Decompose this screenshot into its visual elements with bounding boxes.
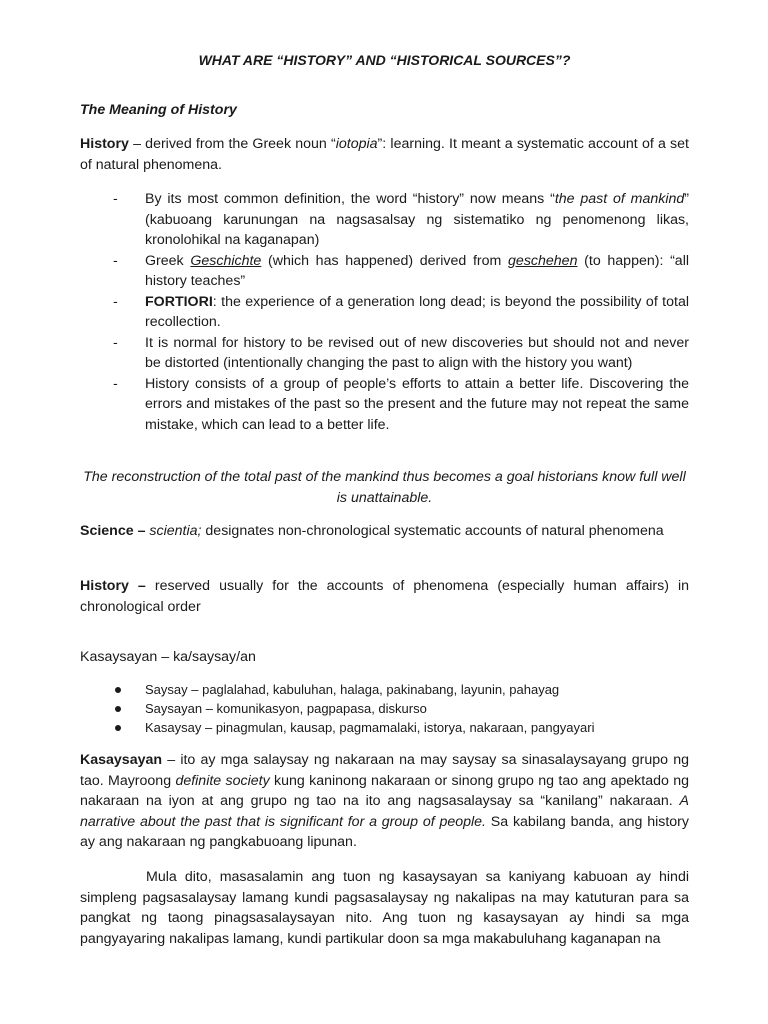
dash-marker: - (113, 293, 118, 310)
history-definition-2: History – reserved usually for the accounts of phenomena (especially human affairs) in chronological order (80, 578, 690, 615)
list-item: - It is normal for history to be revised out of new discoveries but should not and never be distorted (intentionally changing the past to align with the history you want) (113, 334, 689, 371)
list-item: - Greek Geschichte (which has happened) derived from geschehen (to happen): “all history teaches” (113, 252, 690, 289)
document-title: WHAT ARE “HISTORY” AND “HISTORICAL SOURCES”? (198, 52, 571, 68)
bullet-icon (115, 725, 121, 731)
mula-dito-paragraph: Mula dito, masasalamin ang tuon ng kasaysayan sa kaniyang kabuoan ay hindi simpleng pagsasalaysay lamang kundi pagsasalaysay ng nakalipas na may katuturan para sa pangkat ng taong pinagsasalaysayan nito. Ang tuon ng kasaysayan ay hindi sa mga pangyayaring nakalipas lamang, kundi partikular doon sa mga makabuluhang kaganapan na (80, 869, 689, 947)
section-heading: The Meaning of History (80, 102, 237, 118)
dash-marker: - (113, 375, 118, 392)
kasaysayan-bullet-list (80, 680, 689, 737)
dash-marker: - (113, 252, 118, 269)
history-term: History (80, 136, 129, 152)
list-item: - FORTIORI: the experience of a generation long dead; is beyond the possibility of total recollection. (113, 293, 689, 330)
history-dash-list (80, 189, 689, 435)
kasaysayan-title: Kasaysayan – ka/saysay/an (80, 649, 256, 665)
list-item: Saysay – paglalahad, kabuluhan, halaga, pakinabang, layunin, pahayag (80, 680, 689, 699)
bullet-icon (115, 706, 121, 712)
kasaysayan-definition: Kasaysayan – ito ay mga salaysay ng nakaraan na may saysay sa sinasalaysayang grupo ng tao. Mayroong definite society kung kaninong nakaraan or sinong grupo ng tao ang apektado ng nakaraan na iyon at ang grupo ng tao na ito ang nagsasalaysay sa “kanilang” nakaraan. A narrative about the past that is significant for a group of people. Sa kabilang banda, ang history ay ang nakaraan ng pangkabuoang lipunan. (80, 752, 690, 850)
list-item: Kasaysay – pinagmulan, kausap, pagmamalaki, istorya, nakaraan, pangyayari (80, 718, 689, 737)
history-definition: History – derived from the Greek noun “iotopia”: learning. It meant a systematic account of a set of natural phenomena. (80, 136, 689, 173)
dash-marker: - (113, 334, 118, 351)
list-item: - By its most common definition, the word “history” now means “the past of mankind” (kabuoang karunungan na nagsasalsay ng sistematiko ng penomenong likas, kronolohikal na kaganapan) (113, 191, 689, 248)
reconstruction-quote: The reconstruction of the total past of the mankind thus becomes a goal historians know full well is unattainable. (83, 469, 686, 506)
science-definition: Science – scientia; designates non-chronological systematic accounts of natural phenomena (80, 523, 664, 539)
bullet-icon (115, 687, 121, 693)
dash-marker: - (113, 191, 118, 207)
list-item: - History consists of a group of people’s efforts to attain a better life. Discovering the errors and mistakes of the past so the present and the future may not repeat the same mistake, which can lead to a better life. (113, 375, 689, 433)
greek-word: iotopia (335, 136, 378, 152)
list-item: Saysayan – komunikasyon, pagpapasa, diskurso (80, 699, 689, 718)
